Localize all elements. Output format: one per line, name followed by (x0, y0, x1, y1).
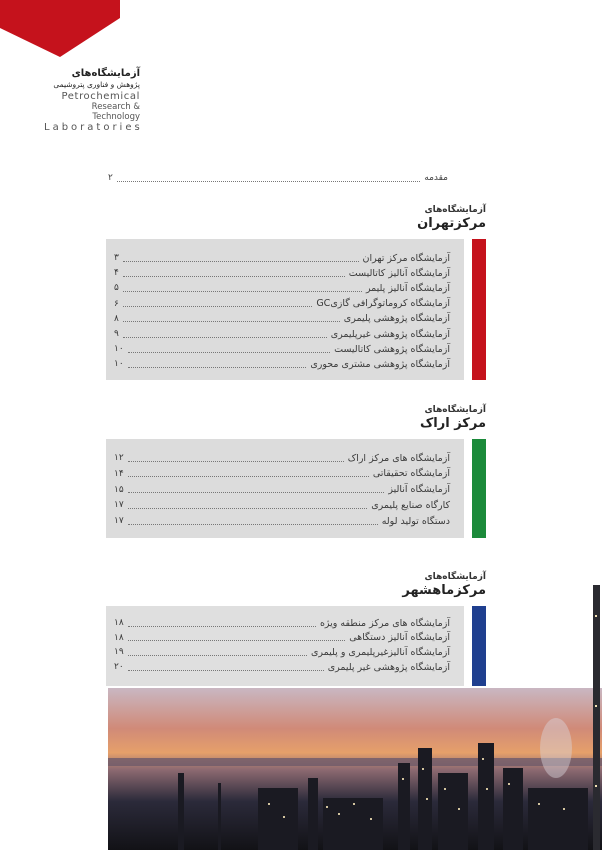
section-heading-big: مرکزتهران (417, 216, 486, 231)
leader-dots (123, 261, 359, 262)
leader-dots (123, 337, 327, 338)
section-heading-mahshahr (402, 572, 486, 598)
leader-dots (128, 670, 324, 671)
toc-entry[interactable] (106, 251, 464, 265)
toc-entry[interactable] (106, 467, 464, 481)
toc-entry-label: آزمایشگاه های مرکز اراک (347, 452, 450, 464)
brand-fa-subtitle: پژوهش و فناوری پتروشیمی (53, 80, 140, 89)
toc-entry-label: آزمایشگاه پژوهشی غیر پلیمری (327, 661, 450, 673)
section-heading-small: آزمایشگاه‌های (424, 405, 486, 415)
toc-entry-page: ۵ (114, 283, 119, 294)
toc-entry-label: آزمایشگاه پژوهشی کاتالیست (334, 343, 450, 355)
toc-entry[interactable] (106, 357, 464, 371)
leader-dots (128, 352, 330, 353)
toc-entry-page: ۱۴ (114, 468, 124, 479)
section-heading-small: آزمایشگاه‌های (424, 205, 486, 215)
leader-dots (128, 461, 344, 462)
toc-entry-page: ۱۷ (114, 516, 124, 527)
section-heading-big: مرکزماهشهر (402, 583, 486, 598)
toc-entry-label: آزمایشگاه های مرکز منطقه ویژه (319, 617, 450, 629)
toc-entry-label: آزمایشگاه کروماتوگرافی گازیGC (316, 298, 450, 310)
toc-entry[interactable] (106, 660, 464, 674)
toc-entry-label: آزمایشگاه پژوهشی پلیمری (343, 313, 450, 325)
toc-entry-page: ۱۲ (114, 453, 124, 463)
toc-entry[interactable] (106, 281, 464, 295)
toc-entry-label: آزمایشگاه آنالیز (388, 484, 450, 496)
toc-entry[interactable] (106, 631, 464, 645)
toc-entry-page: ۴ (114, 268, 119, 279)
toc-entry-label: آزمایشگاه آنالیز پلیمر (365, 282, 450, 294)
leader-dots (123, 291, 362, 292)
section-heading-small: آزمایشگاه‌های (424, 572, 486, 582)
brand-fa-title: آزمایشگاه‌های (71, 68, 140, 79)
toc-box-mahshahr (106, 606, 464, 686)
toc-entry-page: ۱۰ (114, 359, 124, 370)
refinery-photo (108, 688, 602, 850)
leader-dots (128, 640, 346, 641)
section-color-bar-arak (472, 439, 486, 538)
leader-dots (123, 306, 312, 307)
toc-entry-label: آزمایشگاه آنالیز دستگاهی (349, 632, 450, 644)
leader-dots (123, 321, 340, 322)
leader-dots (128, 476, 369, 477)
toc-intro-entry[interactable] (108, 171, 448, 185)
toc-entry-page: ۶ (114, 298, 119, 309)
toc-entry-label: آزمایشگاه آنالیز کاتالیست (348, 267, 450, 279)
leader-dots (128, 626, 316, 627)
toc-entry[interactable] (106, 514, 464, 528)
toc-entry-label: آزمایشگاه پژوهشی غیرپلیمری (330, 328, 450, 340)
toc-entry-label: دستگاه تولید لوله (381, 515, 450, 527)
toc-entry-page: ۱۹ (114, 647, 124, 658)
toc-intro-page: ۲ (108, 173, 113, 183)
toc-entry-page: ۱۸ (114, 618, 124, 628)
toc-entry-label: آزمایشگاه آنالیزغیرپلیمری و پلیمری (310, 646, 450, 658)
toc-box-arak (106, 439, 464, 538)
toc-entry[interactable] (106, 342, 464, 356)
toc-entry-page: ۸ (114, 313, 119, 324)
toc-entry[interactable] (106, 645, 464, 659)
toc-entry-page: ۹ (114, 329, 119, 339)
toc-entry-page: ۱۰ (114, 344, 124, 355)
section-heading-big: مرکز اراک (419, 416, 486, 431)
toc-entry[interactable] (106, 266, 464, 280)
leader-dots (117, 181, 420, 182)
toc-entry[interactable] (106, 327, 464, 341)
leader-dots (128, 508, 368, 509)
leader-dots (128, 655, 307, 656)
toc-entry-page: ۱۵ (114, 484, 124, 495)
leader-dots (128, 492, 385, 493)
brand-en-line3: Laboratories (44, 122, 143, 133)
corner-ribbon (0, 0, 120, 57)
section-color-bar-mahshahr (472, 606, 486, 686)
toc-entry[interactable] (106, 312, 464, 326)
toc-entry[interactable] (106, 451, 464, 465)
toc-entry[interactable] (106, 483, 464, 497)
section-heading-arak (420, 405, 486, 431)
brand-logo (44, 68, 143, 133)
brand-en-line1: Petrochemical (61, 91, 140, 102)
leader-dots (128, 367, 307, 368)
toc-entry-label: آزمایشگاه مرکز تهران (362, 252, 450, 264)
leader-dots (123, 276, 345, 277)
toc-entry-page: ۱۷ (114, 500, 124, 511)
toc-intro-label: مقدمه (424, 173, 448, 183)
toc-entry-label: آزمایشگاه پژوهشی مشتری محوری (310, 358, 450, 370)
section-color-bar-tehran (472, 239, 486, 380)
toc-entry[interactable] (106, 498, 464, 512)
toc-entry[interactable] (106, 616, 464, 630)
toc-entry-label: کارگاه صنایع پلیمری (371, 499, 450, 511)
toc-entry-page: ۳ (114, 253, 119, 263)
toc-entry-label: آزمایشگاه تحقیقاتی (372, 468, 450, 480)
toc-entry-page: ۲۰ (114, 662, 124, 673)
leader-dots (128, 524, 378, 525)
toc-entry-page: ۱۸ (114, 632, 124, 643)
tower-silhouette (590, 585, 602, 850)
section-heading-tehran (417, 205, 486, 231)
toc-box-tehran (106, 239, 464, 380)
toc-entry[interactable] (106, 297, 464, 311)
brand-en-line2: Research & Technology (91, 102, 140, 122)
